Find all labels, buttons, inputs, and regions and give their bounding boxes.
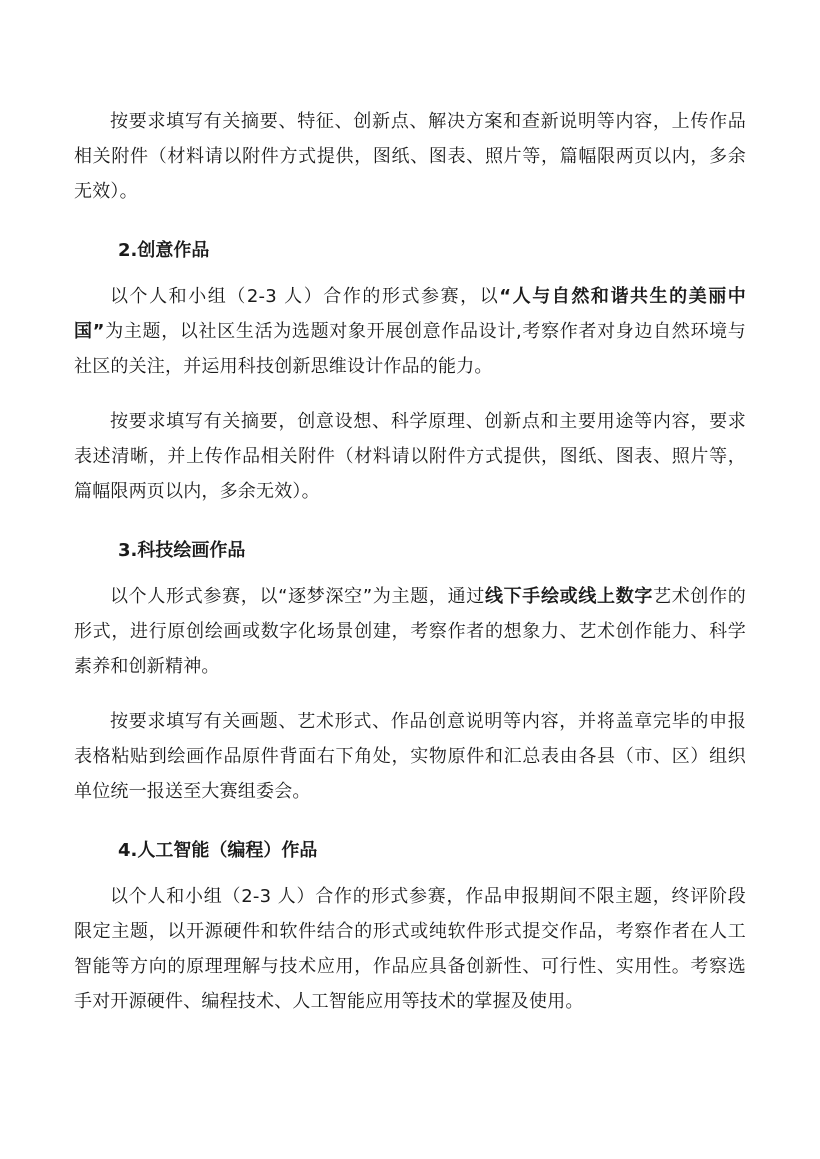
paragraph-science-painting-description (74, 579, 746, 684)
paragraph-ai-programming-description: 以个人和小组（2-3 人）合作的形式参赛，作品申报期间不限主题，终评阶段限定主题，以开源硬件和软件结合的形式或纯软件形式提交作品，考察作者在人工智能等方向的原理理解与技术应用，作品应具备创新性、可行性、实用性。考察选手对开源硬件、编程技术、人工智能应用等技术的掌握及使用。 (74, 886, 746, 1012)
text-run: 以个人形式参赛，以“逐梦深空”为主题，通过 (110, 586, 485, 607)
paragraph-attachment-instructions: 按要求填写有关摘要、特征、创新点、解决方案和查新说明等内容，上传作品相关附件（材料请以附件方式提供，图纸、图表、照片等，篇幅限两页以内，多余无效）。 (74, 111, 746, 202)
text-run: 为主题，以社区生活为选题对象开展创意作品设计,考察作者对身边自然环境与社区的关注，并运用科技创新思维设计作品的能力。 (74, 321, 747, 377)
theme-highlight: “人与自然和谐共生的美丽中国” (74, 286, 746, 342)
text-run: 艺术创作的形式，进行原创绘画或数字化场景创建，考察作者的想象力、艺术创作能力、科学素养和创新精神。 (74, 586, 746, 677)
heading-science-painting: 3.科技绘画作品 (118, 540, 246, 561)
paragraph-science-painting-requirements: 按要求填写有关画题、艺术形式、作品创意说明等内容，并将盖章完毕的申报表格粘贴到绘画作品原件背面右下角处，实物原件和汇总表由各县（市、区）组织单位统一报送至大赛组委会。 (74, 711, 746, 802)
paragraph-creative-works-requirements: 按要求填写有关摘要，创意设想、科学原理、创新点和主要用途等内容，要求表述清晰，并上传作品相关附件（材料请以附件方式提供，图纸、图表、照片等，篇幅限两页以内，多余无效）。 (74, 411, 746, 502)
paragraph-creative-works-description (74, 279, 746, 384)
medium-highlight: 线下手绘或线上数字 (484, 586, 654, 607)
heading-ai-programming: 4.人工智能（编程）作品 (118, 840, 318, 861)
text-run: 以个人和小组（2-3 人）合作的形式参赛，以 (110, 286, 500, 307)
heading-creative-works: 2.创意作品 (118, 240, 210, 261)
